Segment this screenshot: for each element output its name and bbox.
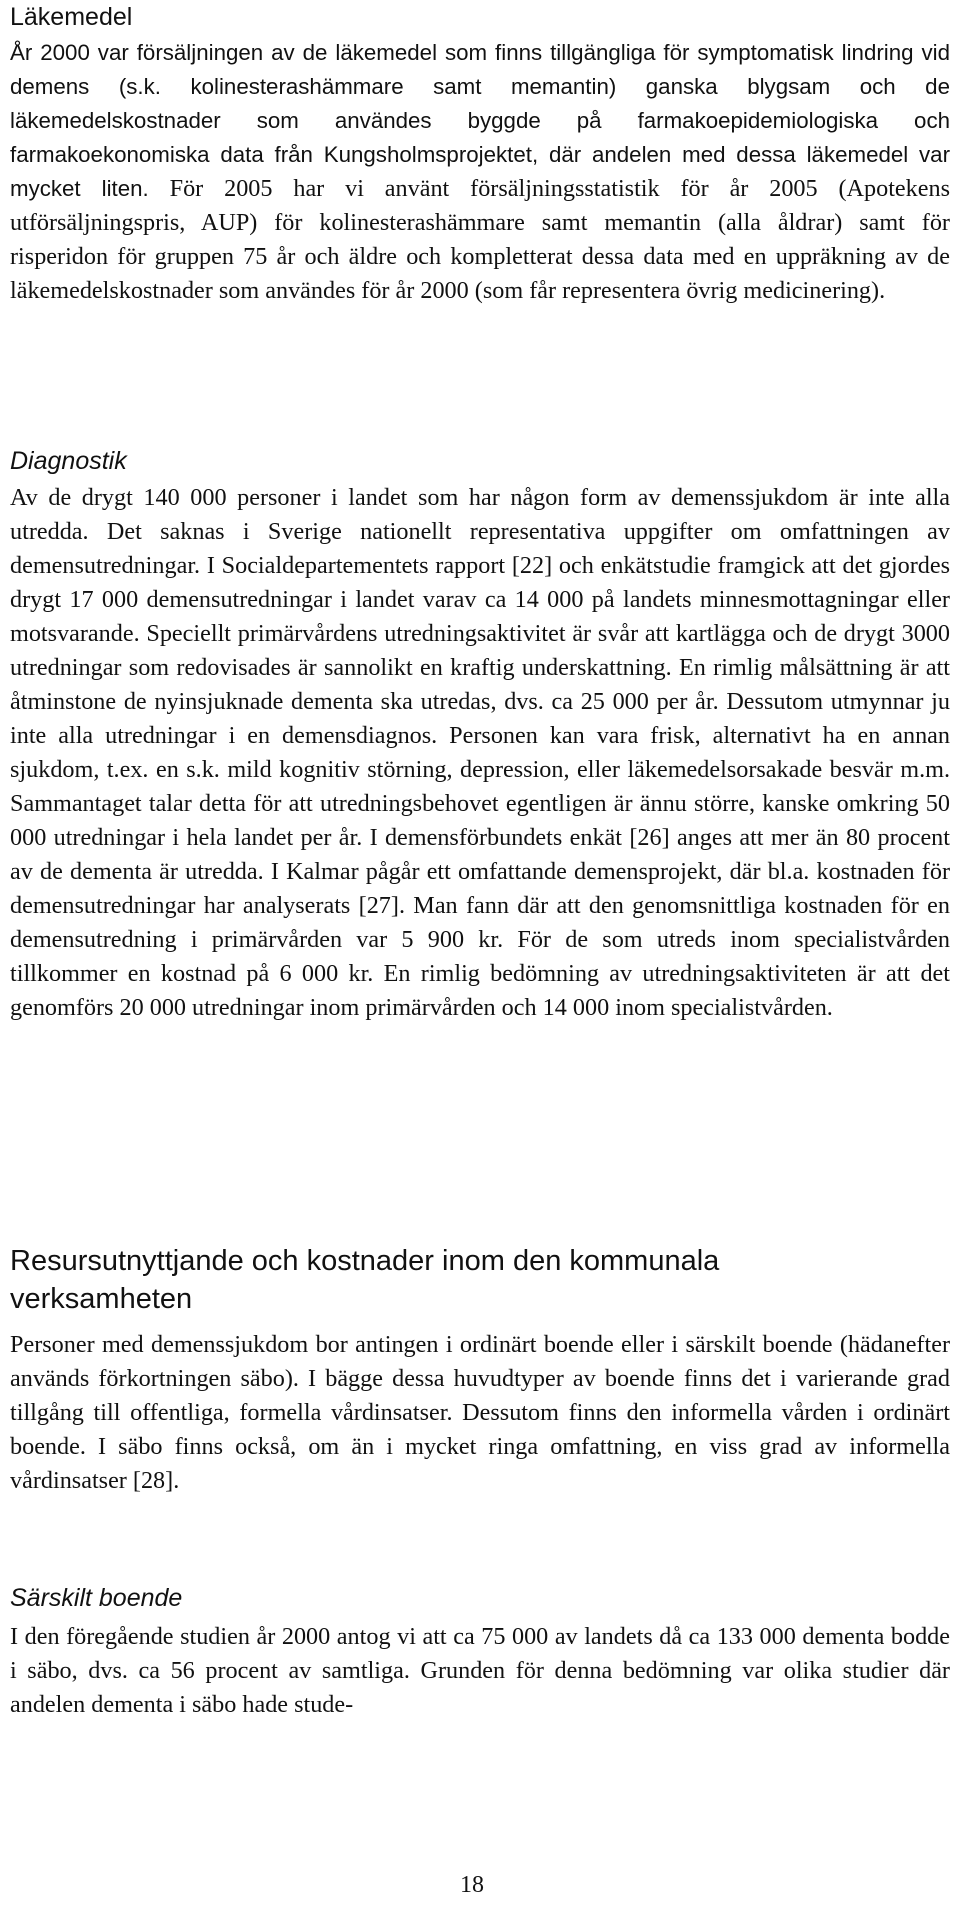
heading-sarskilt-boende: Särskilt boende	[10, 1584, 183, 1612]
heading-diagnostik: Diagnostik	[10, 447, 127, 475]
page-number: 18	[460, 1872, 484, 1898]
paragraph-lakemedel-sans-part: År 2000 var försäljningen av de läkemedel som finns tillgängliga för symptomatisk lindring vid demens (s.k. kolinesterashämmare samt memantin) ganska blygsam och de läkemedelskostnader som användes byggde på farmakoepidemiologiska och farmakoekonomiska data från Kungsholmsprojektet, där andelen med dessa läkemedel var mycket liten.	[10, 40, 950, 201]
paragraph-resursutnyttjande: Personer med demenssjukdom bor antingen i ordinärt boende eller i särskilt boende (hädanefter används förkortningen säbo). I bägge dessa huvudtyper av boende finns det i varierande grad tillgång till offentliga, formella vårdinsatser. Dessutom finns den informella vården i ordinärt boende. I säbo finns också, om än i mycket ringa omfattning, en viss grad av informella vårdinsatser [28].	[10, 1331, 950, 1494]
heading-resursutnyttjande	[10, 1242, 719, 1318]
paragraph-sarskilt-boende: I den föregående studien år 2000 antog vi att ca 75 000 av landets då ca 133 000 dementa bodde i säbo, dvs. ca 56 procent av samtliga. Grunden för denna bedömning var olika studier där andelen dementa i säbo hade stude-	[10, 1623, 950, 1718]
heading-resursutnyttjande-line2: verksamheten	[10, 1283, 193, 1315]
heading-resursutnyttjande-line1: Resursutnyttjande och kostnader inom den kommunala	[10, 1245, 720, 1277]
paragraph-lakemedel-serif-part: För 2005 har vi använt försäljningsstatistik för år 2005 (Apotekens utförsäljningspris, AUP) för kolinesterashämmare samt memantin (alla åldrar) samt för risperidon för gruppen 75 år och äldre och kompletterat dessa data med en uppräkning av de läkemedelskostnader som användes för år 2000 (som får representera övrig medicinering).	[10, 175, 950, 304]
paragraph-diagnostik: Av de drygt 140 000 personer i landet som har någon form av demenssjukdom är inte alla utredda. Det saknas i Sverige nationellt representativa uppgifter om omfattningen av demensutredningar. I Socialdepartementets rapport [22] och enkätstudie framgick att det gjordes drygt 17 000 demensutredningar i landet varav ca 14 000 på landets minnesmottagningar eller motsvarande. Speciellt primärvårdens utredningsaktivitet är svår att kartlägga och de drygt 3000 utredningar som redovisades är sannolikt en kraftig underskattning. En rimlig målsättning är att åtminstone de nyinsjuknade dementa ska utredas, dvs. ca 25 000 per år. Dessutom utmynnar ju inte alla utredningar i en demensdiagnos. Personen kan vara frisk, alternativt ha en annan sjukdom, t.ex. en s.k. mild kognitiv störning, depression, eller läkemedelsorsakade besvär m.m. Sammantaget talar detta för att utredningsbehovet egentligen är ännu större, kanske omkring 50 000 utredningar i hela landet per år. I demensförbundets enkät [26] anges att mer än 80 procent av de dementa är utredda. I Kalmar pågår ett omfattande demensprojekt, där bl.a. kostnaden för demensutredningar har analyserats [27]. Man fann där att den genomsnittliga kostnaden för en demensutredning i primärvården var 5 900 kr. För de som utreds inom specialistvården tillkommer en kostnad på 6 000 kr. En rimlig bedömning av utredningsaktiviteten är att det genomförs 20 000 utredningar inom primärvården och 14 000 inom specialistvården.	[10, 484, 950, 1021]
document-page	[10, 0, 950, 1910]
paragraph-lakemedel	[10, 36, 950, 308]
heading-lakemedel: Läkemedel	[10, 3, 133, 31]
